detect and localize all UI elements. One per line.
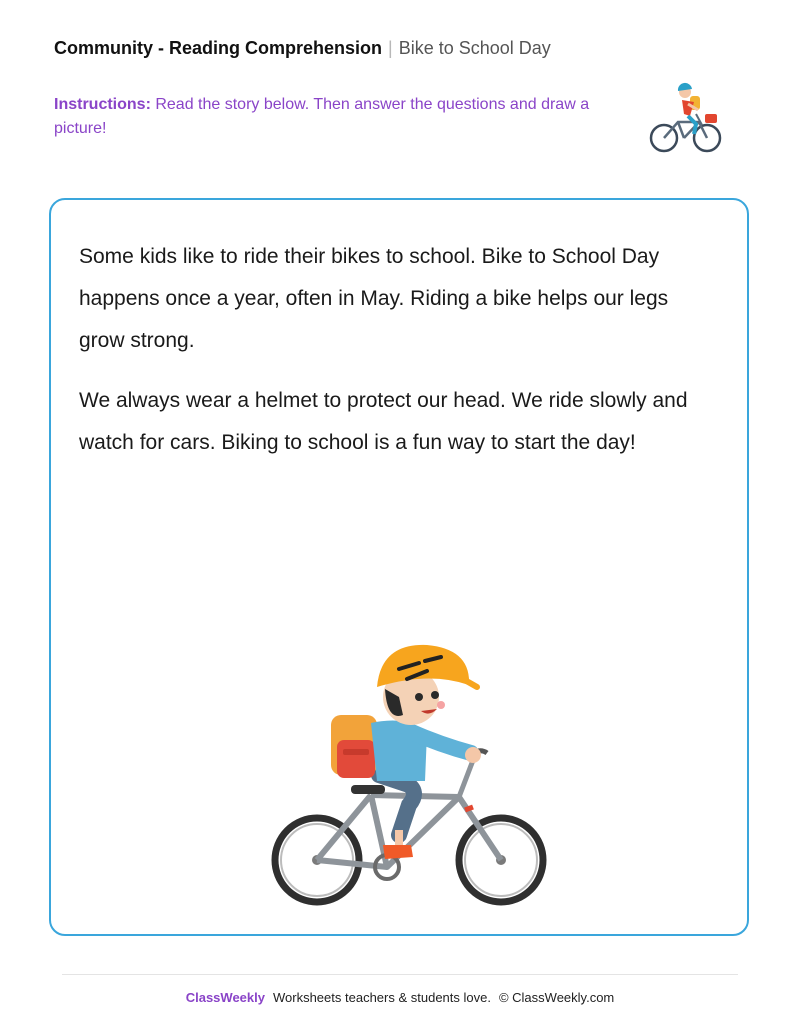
footer-brand: ClassWeekly bbox=[185, 990, 265, 1005]
footer-tagline: Worksheets teachers & students love. bbox=[272, 990, 491, 1005]
story-text bbox=[79, 236, 719, 482]
child-riding-bike-illustration bbox=[259, 635, 549, 925]
cyclist-icon bbox=[644, 80, 726, 160]
story-paragraph-2: We always wear a helmet to protect our head. We ride slowly and watch for cars. Biking to school is a fun way to start the day! bbox=[79, 389, 688, 454]
instructions-text: Read the story below. Then answer the questions and draw a picture! bbox=[54, 96, 590, 137]
instructions bbox=[54, 93, 614, 141]
instructions-label: Instructions: bbox=[54, 96, 151, 113]
story-paragraph-1: Some kids like to ride their bikes to school. Bike to School Day happens once a year, often in May. Riding a bike helps our legs grow strong. bbox=[79, 245, 669, 352]
header-separator: | bbox=[388, 38, 393, 58]
story-box bbox=[49, 198, 749, 936]
worksheet-header bbox=[54, 36, 551, 60]
footer bbox=[0, 990, 800, 1005]
footer-divider bbox=[62, 974, 738, 975]
worksheet-topic: Bike to School Day bbox=[398, 38, 551, 58]
footer-copyright: © ClassWeekly.com bbox=[498, 990, 615, 1005]
worksheet-category: Community - Reading Comprehension bbox=[54, 38, 383, 58]
